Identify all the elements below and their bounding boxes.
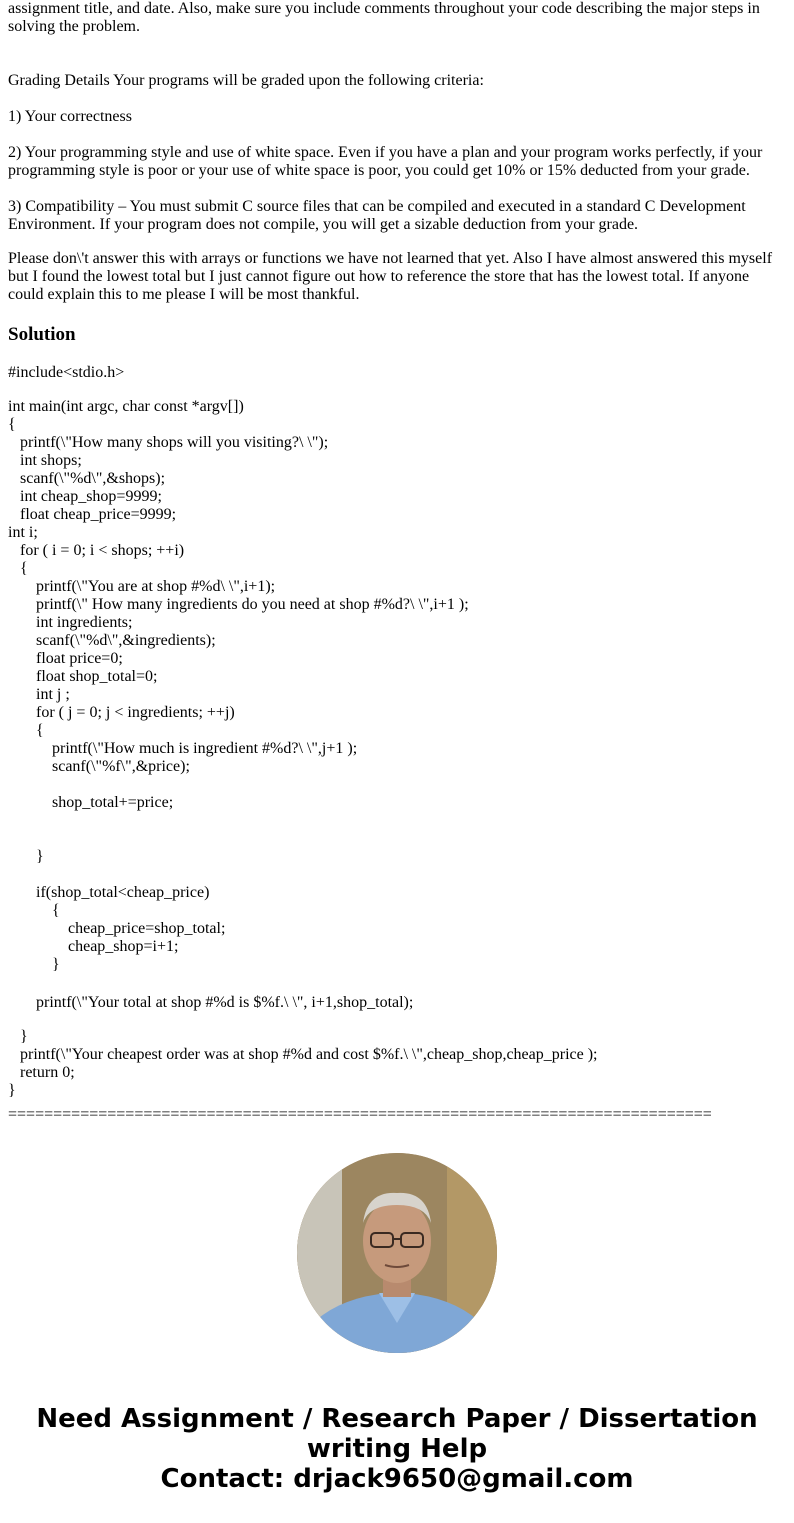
code-line: int shops;	[8, 452, 82, 469]
code-line: scanf(\"%d\",&shops);	[8, 470, 166, 487]
code-line: printf(\"Your total at shop #%d is $%f.\ \", i+1,shop_total);	[8, 994, 414, 1011]
criterion-2: 2) Your programming style and use of white space. Even if you have a plan and your program works perfectly, if your programming style is poor or your use of white space is poor, you could get 10% or 15% deducted from your grade.	[8, 144, 763, 179]
grading-heading: Grading Details Your programs will be graded upon the following criteria:	[8, 72, 484, 89]
code-line: }	[8, 1082, 16, 1099]
code-line: #include<stdio.h>	[8, 364, 125, 381]
code-line: scanf(\"%f\",&price);	[8, 758, 190, 775]
code-line: cheap_shop=i+1;	[8, 938, 179, 955]
code-line: }	[8, 848, 44, 865]
code-line: {	[8, 902, 60, 919]
contact-banner	[0, 1404, 794, 1494]
code-line: for ( i = 0; i < shops; ++i)	[8, 542, 185, 559]
code-line: int cheap_shop=9999;	[8, 488, 162, 505]
note-paragraph: Please don\'t answer this with arrays or functions we have not learned that yet. Also I have almost answered this myself but I found the lowest total but I just cannot figure out how to reference the store that has the lowest total. If anyone could explain this to me please I will be most thankful.	[8, 250, 773, 303]
code-line: for ( j = 0; j < ingredients; ++j)	[8, 704, 235, 721]
criterion-1: 1) Your correctness	[8, 108, 132, 125]
code-line: printf(\" How many ingredients do you need at shop #%d?\ \",i+1 );	[8, 596, 469, 613]
criterion-3: 3) Compatibility – You must submit C source files that can be compiled and executed in a standard C Development Environment. If your program does not compile, you will get a sizable deduction from your grade.	[8, 198, 746, 233]
solution-title: Solution	[8, 324, 76, 345]
code-line: float price=0;	[8, 650, 123, 667]
cta-line-2: writing Help	[306, 1434, 488, 1464]
code-line: printf(\"You are at shop #%d\ \",i+1);	[8, 578, 276, 595]
code-line: {	[8, 560, 28, 577]
cta-line-3: Contact: drjack9650@gmail.com	[160, 1464, 634, 1494]
separator-line: ==============================================================================	[8, 1106, 712, 1123]
code-line: printf(\"Your cheapest order was at shop #%d and cost $%f.\ \",cheap_shop,cheap_price );	[8, 1046, 598, 1063]
code-line: int j ;	[8, 686, 70, 703]
code-line: scanf(\"%d\",&ingredients);	[8, 632, 216, 649]
code-line: float cheap_price=9999;	[8, 506, 177, 523]
author-photo-image	[297, 1153, 497, 1353]
code-line: if(shop_total<cheap_price)	[8, 884, 210, 901]
code-line: {	[8, 416, 16, 433]
code-line: return 0;	[8, 1064, 75, 1081]
code-line: int i;	[8, 524, 38, 541]
author-photo	[297, 1153, 497, 1353]
code-line: }	[8, 1028, 28, 1045]
code-line: printf(\"How much is ingredient #%d?\ \",j+1 );	[8, 740, 358, 757]
code-line: int main(int argc, char const *argv[])	[8, 398, 244, 415]
code-line: {	[8, 722, 44, 739]
intro-tail: assignment title, and date. Also, make sure you include comments throughout your code describing the major steps in solving the problem.	[8, 0, 760, 35]
cta-line-1: Need Assignment / Research Paper / Dissertation	[36, 1404, 758, 1434]
code-line: }	[8, 956, 60, 973]
code-line: shop_total+=price;	[8, 794, 174, 811]
code-line: int ingredients;	[8, 614, 133, 631]
code-line: cheap_price=shop_total;	[8, 920, 226, 937]
code-line: printf(\"How many shops will you visiting?\ \");	[8, 434, 329, 451]
code-line: float shop_total=0;	[8, 668, 158, 685]
